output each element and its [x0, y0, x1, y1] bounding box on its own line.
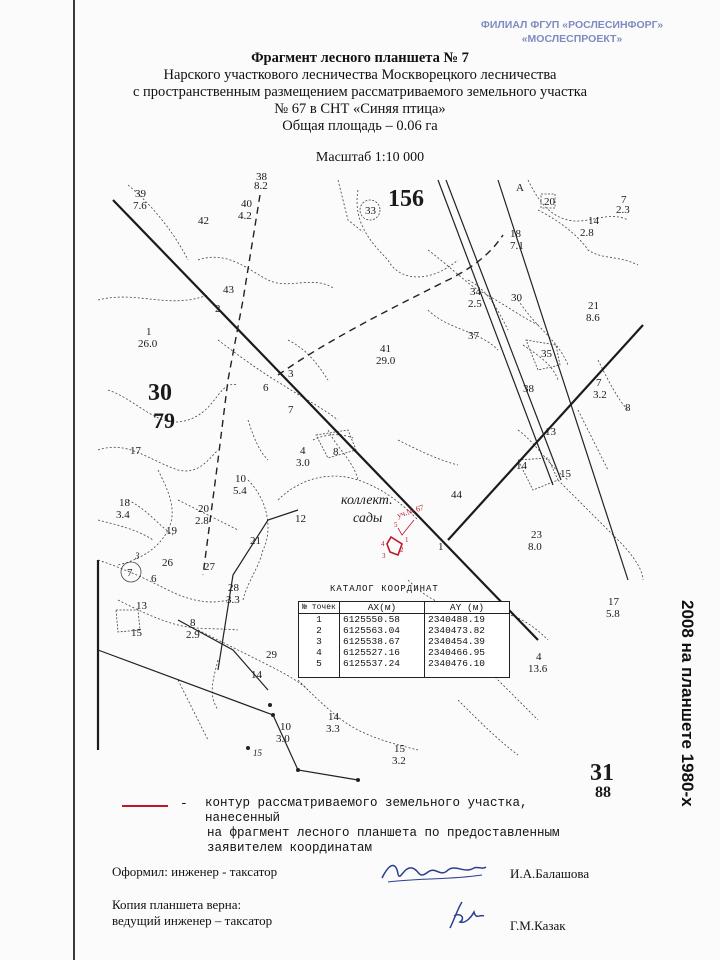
catalog-row: [299, 647, 510, 658]
catalog-row: [299, 658, 510, 678]
compartment-number: 2: [215, 303, 221, 315]
compartment-number: 20: [544, 196, 555, 208]
catalog-row: [299, 614, 510, 626]
compartment-number: 12: [295, 513, 306, 525]
coordinates-catalog-title: КАТАЛОГ КООРДИНАТ: [330, 584, 439, 594]
catalog-row: [299, 636, 510, 647]
catalog-cell-ax: 6125527.16: [340, 647, 425, 658]
quarter-line-diagonal: [113, 200, 538, 640]
catalog-header-ay: АY (м): [425, 602, 510, 614]
catalog-cell-ax: 6125550.58: [340, 614, 425, 626]
compartment-number: 13: [136, 600, 147, 612]
vertex: [268, 703, 272, 707]
catalog-cell-ax: 6125537.24: [340, 658, 425, 678]
compartment-number: 4: [536, 651, 542, 663]
compartment-number: 41: [380, 343, 391, 355]
compartment-number: 20: [198, 503, 209, 515]
compartment-value: 2.8: [580, 227, 594, 239]
compartment-number: 38: [523, 383, 534, 395]
catalog-cell-ay: 2340488.19: [425, 614, 510, 626]
compartment-number: 40: [241, 198, 252, 210]
compartment-value: 3.4: [116, 509, 130, 521]
compartment-value: 13.6: [528, 663, 548, 675]
quarter-31: 31: [590, 760, 614, 786]
catalog-cell-point: 3: [299, 636, 340, 647]
compartment-number: 7: [288, 404, 294, 416]
compartment-value: 3.3: [326, 723, 340, 735]
compartment-number: 42: [198, 215, 209, 227]
vertex: [271, 713, 275, 717]
compartment-number: 34: [470, 286, 481, 298]
compartment-number: 18: [119, 497, 130, 509]
compartment-number: 8: [625, 402, 631, 414]
compartment-number: 18: [510, 228, 521, 240]
made-by-label: Оформил: инженер - таксатор: [112, 864, 278, 879]
area-label-collective: коллект.: [341, 493, 393, 508]
small-parcels: [116, 194, 560, 632]
compartment-value: 8.6: [586, 312, 600, 324]
compartment-number: 21: [588, 300, 599, 312]
compartment-number: 1: [438, 541, 444, 553]
compartment-value: 2.8: [195, 515, 209, 527]
binding-edge-line: [73, 0, 75, 960]
compartment-number: 7: [596, 377, 602, 389]
coordinates-catalog-table: [298, 601, 510, 678]
compartment-number: 15: [560, 468, 571, 480]
legend-dash: -: [180, 796, 188, 811]
area-label-gardens: сады: [353, 511, 383, 526]
compartment-number: 23: [531, 529, 542, 541]
compartment-number: 1: [146, 326, 152, 338]
side-note: 2008 на планшете 1980-х: [678, 600, 697, 807]
compartment-number: 17: [608, 596, 619, 608]
compartment-number: 29: [266, 649, 277, 661]
compartment-number: 7: [127, 567, 133, 579]
compartment-number: 15: [394, 743, 405, 755]
made-by-name: И.А.Балашова: [510, 866, 590, 881]
catalog-cell-ay: 2340476.10: [425, 658, 510, 678]
catalog-cell-point: 2: [299, 625, 340, 636]
catalog-header-ax: АХ(м): [340, 602, 425, 614]
point-label: 4: [381, 540, 385, 548]
compartment-value: 7.6: [133, 200, 147, 212]
compartment-value: 8.2: [254, 180, 268, 192]
header-line-3: с пространственным размещением рассматриваемого земельного участка: [132, 84, 588, 100]
map-svg: [98, 171, 643, 801]
compartment-number: 10: [280, 721, 291, 733]
catalog-cell-point: 1: [299, 614, 340, 626]
compartment-number: 26: [162, 557, 173, 569]
compartment-value: 7.1: [510, 240, 524, 252]
legend-text-line-1: контур рассматриваемого земельного участка, нанесенный: [205, 796, 528, 825]
compartment-value: 5.4: [233, 485, 247, 497]
compartment-value: 3.3: [226, 594, 240, 606]
compartment-value: 3.0: [276, 733, 290, 745]
compartment-number: 10: [235, 473, 246, 485]
catalog-cell-ax: 6125538.67: [340, 636, 425, 647]
quarter-30-sub: 79: [153, 408, 175, 433]
compartment-number: 33: [365, 205, 376, 217]
quarter-31-sub: 88: [595, 784, 611, 801]
compartment-number: 4: [300, 445, 306, 457]
document-header: [110, 50, 610, 135]
compartment-number: 6: [151, 573, 157, 585]
vertex: [246, 746, 250, 750]
header-line-5: Общая площадь – 0.06 га: [282, 118, 438, 134]
compartment-value: 8.0: [528, 541, 542, 553]
compartment-value: 4.2: [238, 210, 252, 222]
copy-verified-line-2: ведущий инженер – таксатор: [112, 913, 273, 928]
legend-text: [205, 796, 585, 856]
compartment-number: 28: [228, 582, 239, 594]
compartment-number: 38: [256, 171, 267, 183]
catalog-cell-point: 4: [299, 647, 340, 658]
catalog-cell-point: 5: [299, 658, 340, 678]
organization-stamp: [467, 18, 677, 46]
compartment-number: 6: [263, 382, 269, 394]
compartment-number: 14: [251, 669, 262, 681]
document-title: Фрагмент лесного планшета № 7: [251, 50, 469, 66]
compartment-number: 8: [333, 446, 339, 458]
boundary-vertices: [246, 703, 360, 782]
compartment-number: 14: [588, 215, 599, 227]
compartment-value: 3.2: [392, 755, 406, 767]
compartment-number: 15: [253, 748, 262, 758]
forest-map: [98, 171, 643, 801]
compartment-number: 37: [468, 330, 479, 342]
compartment-number: 19: [166, 525, 177, 537]
catalog-header-row: [299, 602, 510, 614]
copy-verified-line-1: Копия планшета верна:: [112, 897, 242, 912]
compartment-number: 14: [328, 711, 339, 723]
compartment-value: 26.0: [138, 338, 158, 350]
map-scale: Масштаб 1:10 000: [315, 150, 425, 165]
compartment-number: 39: [135, 188, 146, 200]
vertex: [296, 768, 300, 772]
compartment-value: 2.3: [616, 204, 630, 216]
road-line-1: [438, 180, 553, 485]
compartment-number: 3: [135, 551, 140, 561]
compartment-number: 27: [204, 561, 215, 573]
compartment-value: 2.5: [468, 298, 482, 310]
signature-balashova: [378, 858, 490, 888]
compartment-number: 43: [223, 284, 234, 296]
header-line-4: № 67 в СНТ «Синяя птица»: [274, 101, 446, 117]
catalog-cell-ay: 2340454.39: [425, 636, 510, 647]
compartment-number: 3: [288, 368, 294, 380]
compartment-value: 2.9: [186, 629, 200, 641]
point-label: 5: [394, 521, 398, 529]
compartment-number: 13: [545, 426, 556, 438]
compartment-letter: A: [516, 182, 524, 194]
catalog-cell-ay: 2340473.82: [425, 625, 510, 636]
catalog-header-point: № точек: [299, 602, 340, 614]
plot-number-label: уч.№ 67: [395, 502, 425, 520]
compartment-number: 21: [250, 535, 261, 547]
compartment-number: 44: [451, 489, 462, 501]
legend-text-line-2: на фрагмент лесного планшета по предоставленным: [207, 826, 560, 840]
stamp-line-2: «МОСЛЕСПРОЕКТ»: [521, 33, 623, 45]
compartment-number: 30: [511, 292, 522, 304]
catalog-cell-ay: 2340466.95: [425, 647, 510, 658]
compartment-number: 8: [190, 617, 196, 629]
compartment-number: 14: [516, 460, 527, 472]
signature-kazak: [444, 898, 488, 934]
compartment-number: 7: [621, 194, 627, 206]
header-line-2: Нарского участкового лесничества Москворецкого лесничества: [163, 67, 557, 83]
legend-red-line: [122, 805, 168, 807]
quarter-156: 156: [388, 186, 424, 212]
compartment-value: 3.2: [593, 389, 607, 401]
stamp-line-1: ФИЛИАЛ ФГУП «РОСЛЕСИНФОРГ»: [480, 19, 664, 31]
compartment-number: 35: [541, 348, 552, 360]
compartment-number: 17: [130, 445, 141, 457]
vertex: [356, 778, 360, 782]
compartment-value: 3.0: [296, 457, 310, 469]
compartment-value: 29.0: [376, 355, 396, 367]
quarter-30: 30: [148, 380, 172, 406]
catalog-cell-ax: 6125563.04: [340, 625, 425, 636]
legend-text-line-3: заявителем координатам: [207, 841, 373, 855]
compartment-value: 5.8: [606, 608, 620, 620]
point-label: 3: [382, 552, 386, 560]
point-label: 2: [400, 546, 404, 554]
copy-verified-name: Г.М.Казак: [510, 918, 566, 933]
compartment-number: 15: [131, 627, 142, 639]
point-label: 1: [405, 536, 409, 544]
catalog-row: [299, 625, 510, 636]
